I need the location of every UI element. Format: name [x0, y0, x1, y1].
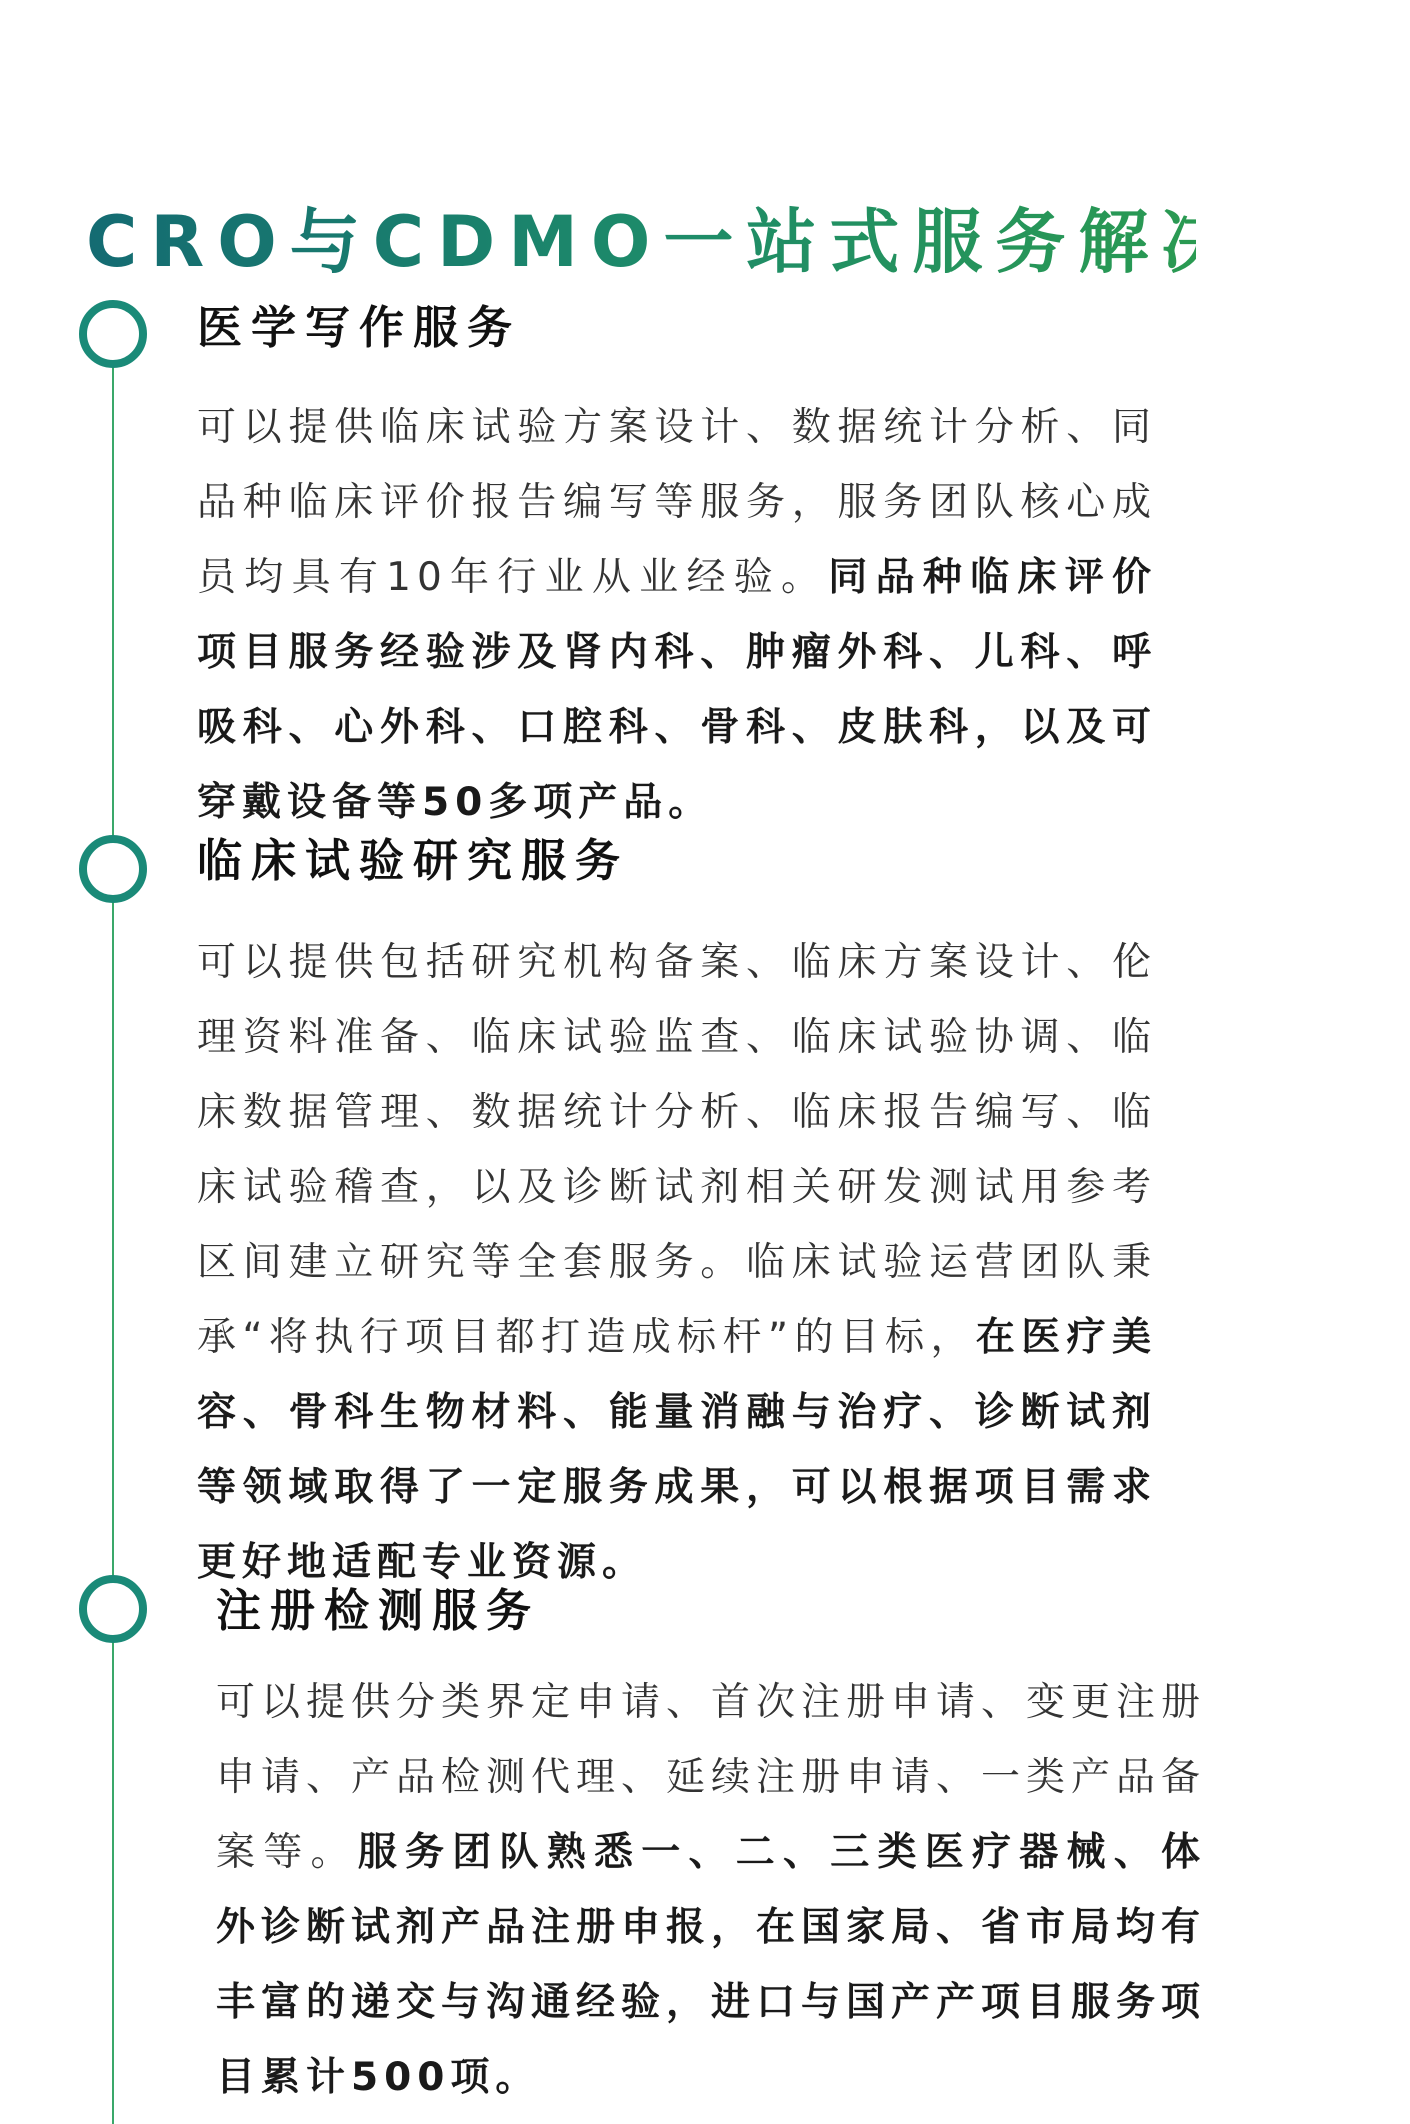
body-regular-text: 可以提供分类界定申请、首次注册申请、变更注册申请、产品检测代理、延续注册申请、一类产品备案等。 [216, 1680, 1207, 1875]
timeline-ring-icon [79, 835, 147, 903]
section-heading-registration-testing: 注册检测服务 [216, 1584, 541, 1637]
timeline-ring-icon [79, 300, 147, 368]
body-regular-text: 可以提供临床试验方案设计、数据统计分析、同品种临床评价报告编写等服务，服务团队核心成员均具有10年行业从业经验。 [197, 405, 1157, 600]
section-heading-clinical-trial: 临床试验研究服务 [197, 834, 630, 887]
timeline-ring-icon [79, 1575, 147, 1643]
page-title: CRO与CDMO一站式服务解决方案 [86, 197, 1196, 287]
body-bold-text: 同品种临床评价项目服务经验涉及肾内科、肿瘤外科、儿科、呼吸科、心外科、口腔科、骨科、皮肤科，以及可穿戴设备等50多项产品。 [197, 555, 1157, 825]
section-body-medical-writing [197, 390, 1157, 840]
body-bold-text: 在医疗美容、骨科生物材料、能量消融与治疗、诊断试剂等领域取得了一定服务成果，可以根据项目需求更好地适配专业资源。 [197, 1315, 1157, 1585]
body-bold-text: 服务团队熟悉一、二、三类医疗器械、体外诊断试剂产品注册申报，在国家局、省市局均有丰富的递交与沟通经验，进口与国产产项目服务项目累计500项。 [216, 1830, 1207, 2100]
body-regular-text: 可以提供包括研究机构备案、临床方案设计、伦理资料准备、临床试验监查、临床试验协调、临床数据管理、数据统计分析、临床报告编写、临床试验稽查，以及诊断试剂相关研发测试用参考区间建立研究等全套服务。临床试验运营团队秉承“将执行项目都打造成标杆”的目标， [197, 940, 1157, 1360]
section-body-clinical-trial [197, 925, 1157, 1600]
timeline-line [112, 325, 114, 2124]
section-heading-medical-writing: 医学写作服务 [197, 301, 522, 354]
section-body-registration-testing [216, 1665, 1206, 2115]
